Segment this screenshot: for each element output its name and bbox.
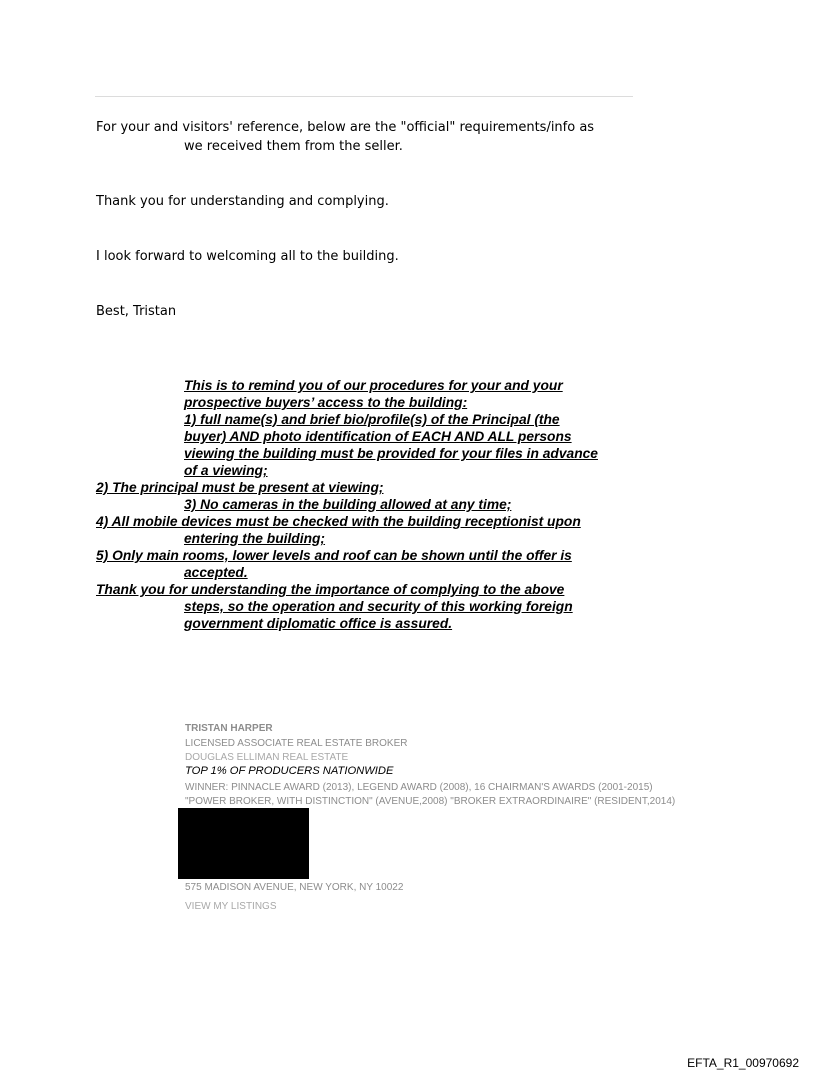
notice-line: entering the building; <box>184 531 326 546</box>
notice-line: This is to remind you of our procedures for your and your <box>184 378 563 393</box>
access-procedures-notice <box>0 377 816 632</box>
header-divider <box>95 96 633 97</box>
welcome-line: I look forward to welcoming all to the building. <box>96 249 399 264</box>
notice-line: 5) Only main rooms, lower levels and roof can be shown until the offer is <box>96 548 572 563</box>
signature-company: DOUGLAS ELLIMAN REAL ESTATE <box>185 752 349 763</box>
notice-line: government diplomatic office is assured. <box>184 616 453 631</box>
intro-paragraph <box>96 118 594 156</box>
signature-address: 575 MADISON AVENUE, NEW YORK, NY 10022 <box>185 882 404 893</box>
notice-line: buyer) AND photo identification of EACH AND ALL persons <box>184 429 572 444</box>
notice-line: prospective buyers’ access to the building: <box>184 395 468 410</box>
notice-line: viewing the building must be provided for your files in advance <box>184 446 598 461</box>
notice-line: 2) The principal must be present at viewing; <box>96 480 384 495</box>
redaction-block <box>178 808 309 879</box>
notice-line: accepted. <box>184 565 248 580</box>
notice-line: Thank you for understanding the importance of complying to the above <box>96 582 565 597</box>
intro-line-2: we received them from the seller. <box>184 139 403 154</box>
signature-awards-1: WINNER: PINNACLE AWARD (2013), LEGEND AWARD (2008), 16 CHAIRMAN'S AWARDS (2001-2015) <box>185 782 653 793</box>
signature-name: TRISTAN HARPER <box>185 723 273 734</box>
signature-tagline: TOP 1% OF PRODUCERS NATIONWIDE <box>185 765 394 777</box>
view-listings-link[interactable]: VIEW MY LISTINGS <box>185 901 277 912</box>
notice-line: of a viewing; <box>184 463 268 478</box>
notice-line: steps, so the operation and security of this working foreign <box>184 599 573 614</box>
signature-title: LICENSED ASSOCIATE REAL ESTATE BROKER <box>185 738 408 749</box>
notice-line: 4) All mobile devices must be checked with the building receptionist upon <box>96 514 581 529</box>
signoff-line: Best, Tristan <box>96 304 177 319</box>
notice-line: 1) full name(s) and brief bio/profile(s) of the Principal (the <box>184 412 560 427</box>
notice-line: 3) No cameras in the building allowed at any time; <box>184 497 512 512</box>
signature-awards-2: "POWER BROKER, WITH DISTINCTION" (AVENUE,2008) "BROKER EXTRAORDINAIRE" (RESIDENT,2014) <box>185 796 676 807</box>
thanks-line: Thank you for understanding and complying. <box>96 194 389 209</box>
document-id: EFTA_R1_00970692 <box>687 1056 799 1070</box>
intro-line-1: For your and visitors' reference, below are the "official" requirements/info as <box>96 120 595 135</box>
